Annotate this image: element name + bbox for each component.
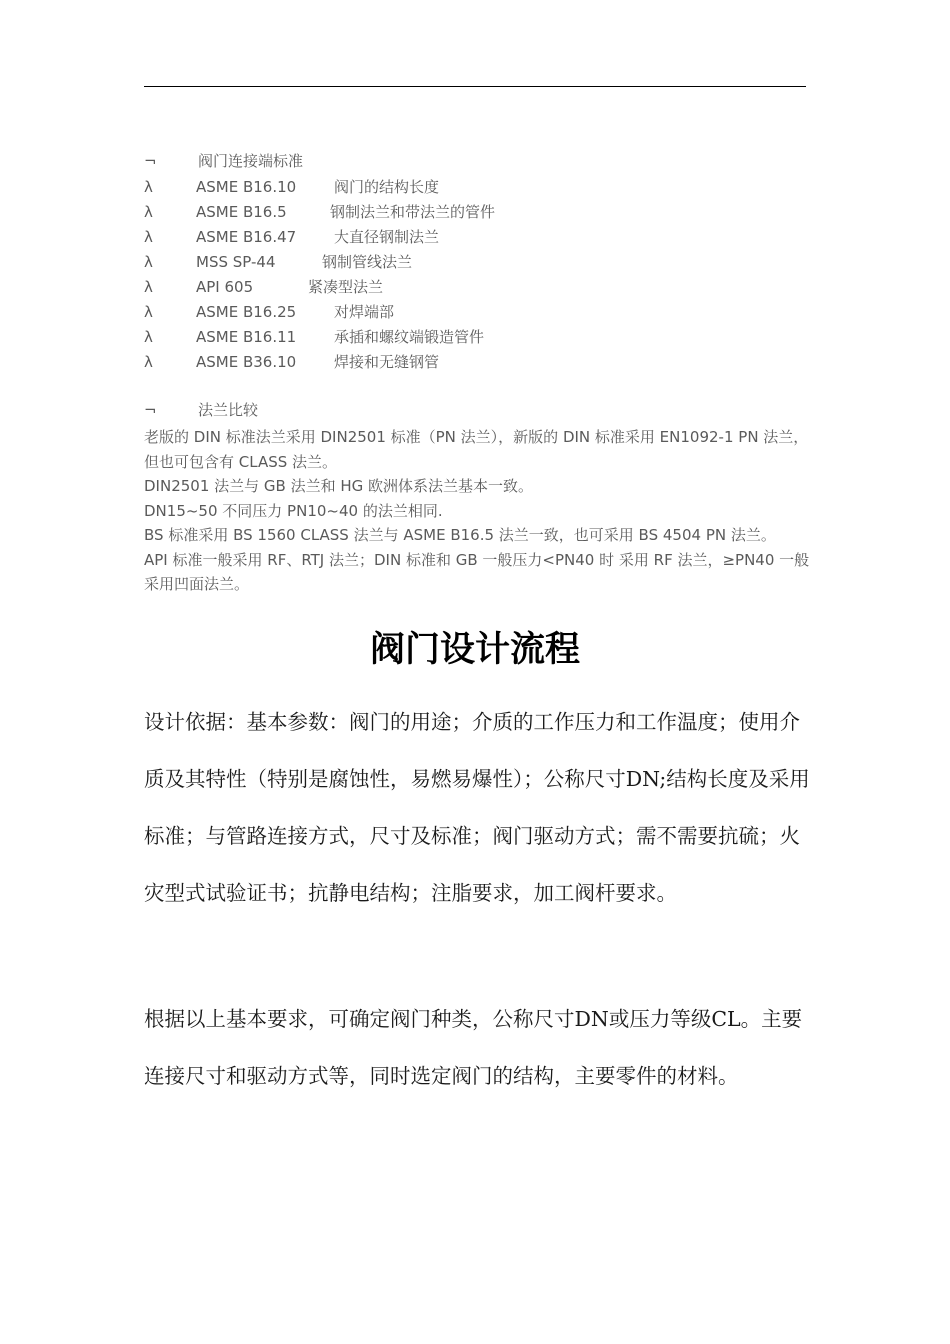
list-bullet: λ [144,228,153,246]
page-title: 阀门设计流程 [369,629,580,670]
design-selection-paragraph [144,991,810,1105]
list-bullet: λ [144,178,153,196]
comparison-paragraph: DN15~50 不同压力 PN10~40 的法兰相同. [144,501,443,520]
standards-list [144,175,806,375]
standard-description: 阀门的结构长度 [334,178,440,196]
header-rule [144,86,806,87]
list-item [144,200,806,225]
paragraph-text: 设计依据：基本参数：阀门的用途；介质的工作压力和工作温度；使用介质及其特性（特别是腐蚀性，易燃易爆性）；公称尺寸DN;结构长度及采用标准；与管路连接方式，尺寸及标准；阀门驱动方式；需不需要抗硫；火灾型式试验证书；抗静电结构；注脂要求，加工阀杆要求。 [144,710,810,905]
standard-description: 钢制管线法兰 [322,253,413,271]
list-item [144,275,806,300]
flange-comparison-text [144,425,810,597]
list-bullet: λ [144,203,153,221]
comparison-paragraph: DIN2501 法兰与 GB 法兰和 HG 欧洲体系法兰基本一致。 [144,477,534,495]
list-bullet: λ [144,328,153,346]
standard-description: 焊接和无缝钢管 [334,353,440,371]
heading-text: 法兰比较 [198,401,259,419]
list-bullet: λ [144,278,153,296]
standard-code: ASME B16.25 [196,303,297,321]
list-bullet: λ [144,253,153,271]
standard-code: API 605 [196,278,254,296]
list-item [144,325,806,350]
comparison-paragraph: API 标准一般采用 RF、RTJ 法兰；DIN 标准和 GB 一般压力<PN40 时 采用 RF 法兰，≥PN40 一般采用凹面法兰。 [144,550,810,593]
standard-code: MSS SP-44 [196,253,276,271]
list-item [144,250,806,275]
standard-description: 钢制法兰和带法兰的管件 [330,203,496,221]
standard-description: 对焊端部 [334,303,395,321]
standard-code: ASME B16.11 [196,328,297,346]
standard-description: 大直径钢制法兰 [334,228,440,246]
standard-description: 承插和螺纹端锻造管件 [334,328,485,346]
list-bullet: λ [144,353,153,371]
list-item [144,225,806,250]
heading-bullet: ¬ [144,401,157,419]
standard-code: ASME B16.5 [196,203,287,221]
paragraph-text: 根据以上基本要求，可确定阀门种类，公称尺寸DN或压力等级CL。主要连接尺寸和驱动方式等，同时选定阀门的结构，主要零件的材料。 [144,1007,803,1088]
standard-code: ASME B16.47 [196,228,297,246]
design-basis-paragraph [144,694,810,922]
heading-text: 阀门连接端标准 [198,152,304,170]
comparison-paragraph: 老版的 DIN 标准法兰采用 DIN2501 标准（PN 法兰），新版的 DIN 标准采用 EN1092-1 PN 法兰，但也可包含有 CLASS 法兰。 [144,428,809,471]
comparison-paragraph: BS 标准采用 BS 1560 CLASS 法兰与 ASME B16.5 法兰一致，也可采用 BS 4504 PN 法兰。 [144,526,776,544]
standard-code: ASME B36.10 [196,353,297,371]
list-item [144,175,806,200]
standard-code: ASME B16.10 [196,178,297,196]
list-bullet: λ [144,303,153,321]
list-item [144,350,806,375]
standard-description: 紧凑型法兰 [308,278,384,296]
list-item [144,300,806,325]
heading-bullet: ¬ [144,152,157,170]
